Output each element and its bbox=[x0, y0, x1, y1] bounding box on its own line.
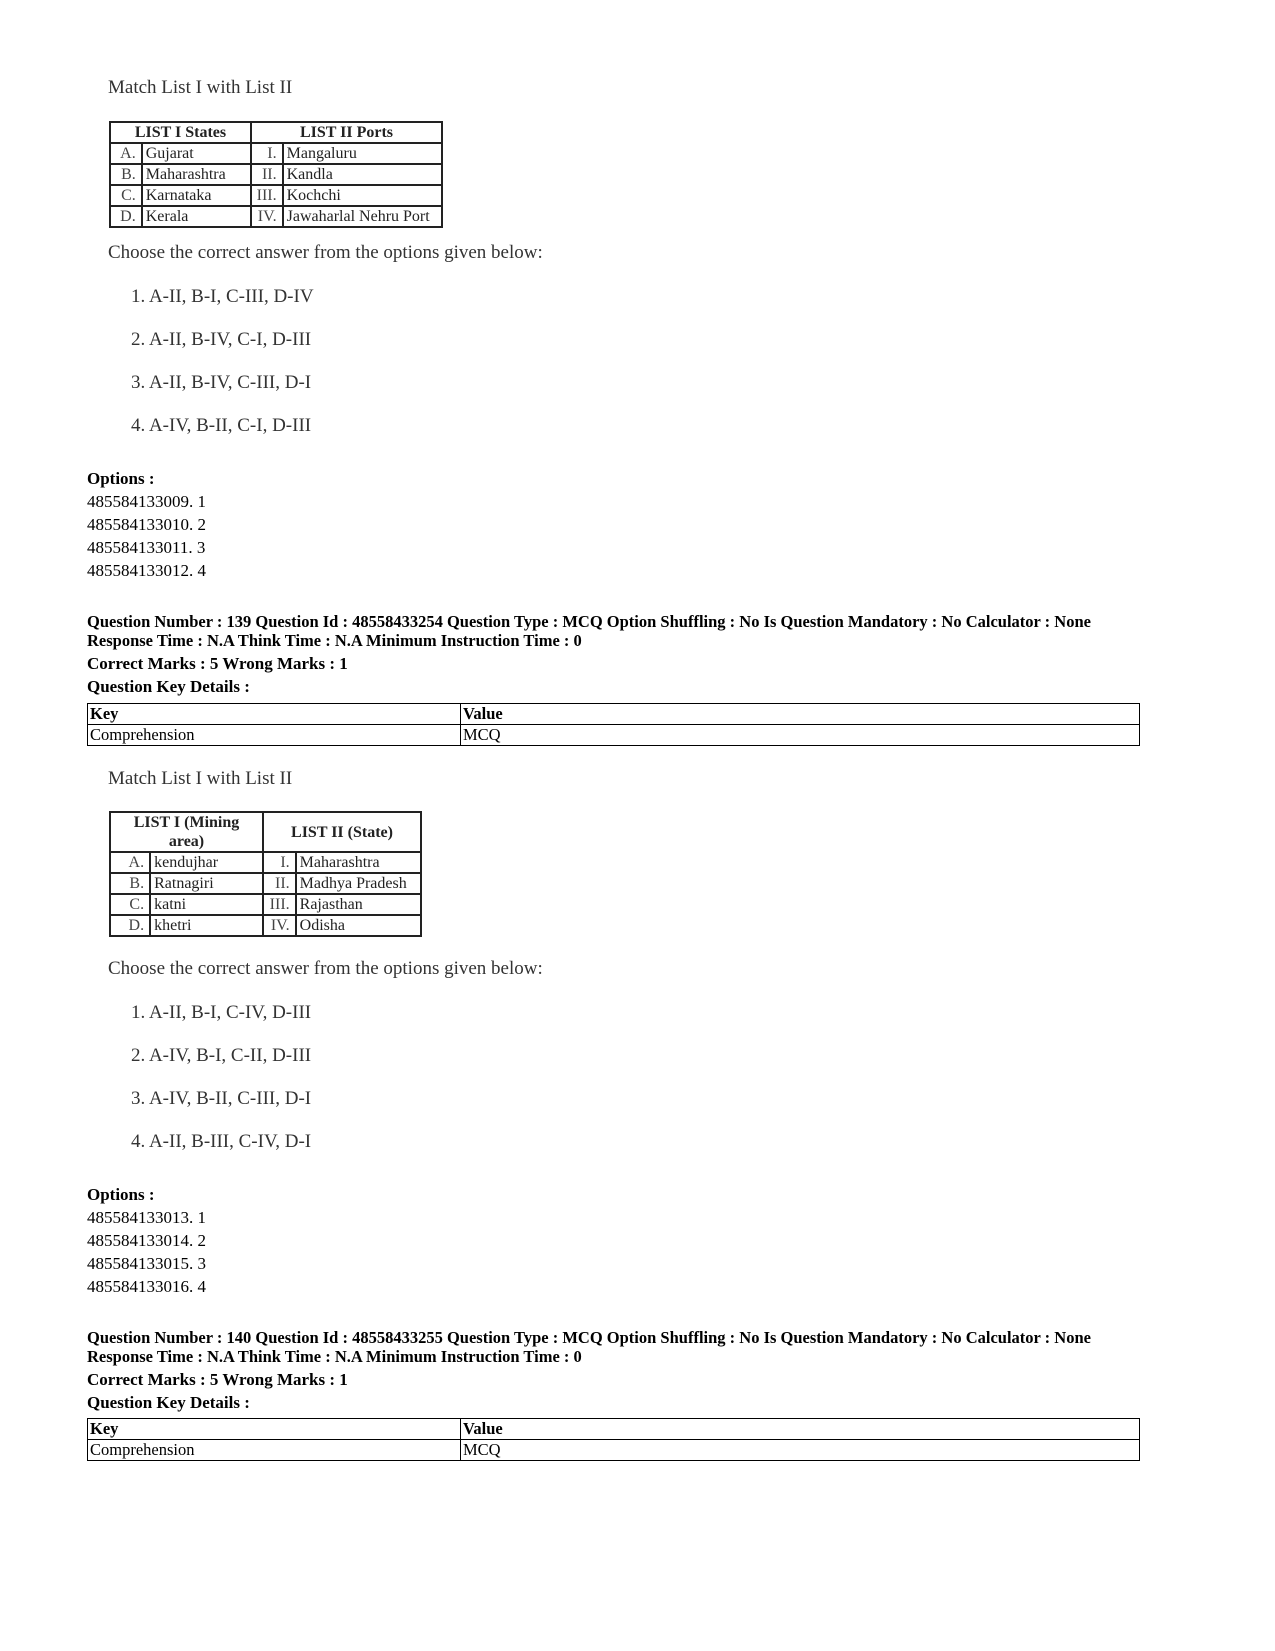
option-line: 485584133011. 3 bbox=[87, 538, 206, 557]
q140-key-table bbox=[87, 1418, 1140, 1461]
q139-choices bbox=[131, 1003, 311, 1175]
table-row: B. Ratnagiri II. Madhya Pradesh bbox=[110, 873, 421, 894]
option-line: 485584133010. 2 bbox=[87, 515, 206, 534]
table-row: Key Value bbox=[88, 704, 1140, 725]
q138-prompt: Choose the correct answer from the options given below: bbox=[108, 242, 543, 263]
list-item: 1. A-II, B-I, C-III, D-IV bbox=[131, 286, 314, 307]
table-row: B. Maharashtra II. Kandla bbox=[110, 164, 442, 185]
q139-prompt: Choose the correct answer from the options given below: bbox=[108, 958, 543, 979]
table-row: A. kendujhar I. Maharashtra bbox=[110, 852, 421, 873]
q139-list1-header: LIST I (Mining area) bbox=[110, 812, 263, 852]
list-item: 3. A-II, B-IV, C-III, D-I bbox=[131, 372, 312, 393]
list-item: 2. A-IV, B-I, C-II, D-III bbox=[131, 1045, 312, 1066]
q138-choices bbox=[131, 287, 314, 459]
key-details-label: Question Key Details : bbox=[87, 677, 250, 696]
q139-header bbox=[87, 612, 1091, 698]
question-meta: Question Number : 140 Question Id : 48558433255 Question Type : MCQ Option Shuffling : No Is Question Mandatory : No Calculator : None bbox=[87, 1328, 1091, 1347]
q138-heading: Match List I with List II bbox=[108, 77, 293, 98]
q140-header bbox=[87, 1328, 1091, 1414]
q138-list1-header: LIST I States bbox=[110, 122, 251, 143]
table-row: D. khetri IV. Odisha bbox=[110, 915, 421, 936]
question-timing: Response Time : N.A Think Time : N.A Minimum Instruction Time : 0 bbox=[87, 1347, 582, 1366]
q138-match-table bbox=[109, 121, 443, 228]
question-marks: Correct Marks : 5 Wrong Marks : 1 bbox=[87, 1370, 348, 1389]
question-meta: Question Number : 139 Question Id : 48558433254 Question Type : MCQ Option Shuffling : No Is Question Mandatory : No Calculator : None bbox=[87, 612, 1091, 631]
option-line: 485584133012. 4 bbox=[87, 561, 206, 580]
options-label: Options : bbox=[87, 1185, 155, 1204]
q139-heading: Match List I with List II bbox=[108, 768, 293, 789]
q138-list2-header: LIST II Ports bbox=[251, 122, 442, 143]
key-details-label: Question Key Details : bbox=[87, 1393, 250, 1412]
table-row: Comprehension MCQ bbox=[88, 725, 1140, 746]
question-marks: Correct Marks : 5 Wrong Marks : 1 bbox=[87, 654, 348, 673]
table-row: A. Gujarat I. Mangaluru bbox=[110, 143, 442, 164]
option-line: 485584133009. 1 bbox=[87, 492, 206, 511]
q139-match-table bbox=[109, 811, 422, 937]
table-row: C. katni III. Rajasthan bbox=[110, 894, 421, 915]
question-timing: Response Time : N.A Think Time : N.A Minimum Instruction Time : 0 bbox=[87, 631, 582, 650]
list-item: 2. A-II, B-IV, C-I, D-III bbox=[131, 329, 312, 350]
options-label: Options : bbox=[87, 469, 155, 488]
list-item: 1. A-II, B-I, C-IV, D-III bbox=[131, 1002, 312, 1023]
table-row: Comprehension MCQ bbox=[88, 1440, 1140, 1461]
q139-options bbox=[87, 1183, 206, 1298]
list-item: 3. A-IV, B-II, C-III, D-I bbox=[131, 1088, 312, 1109]
q139-key-table bbox=[87, 703, 1140, 746]
option-line: 485584133013. 1 bbox=[87, 1208, 206, 1227]
table-row: D. Kerala IV. Jawaharlal Nehru Port bbox=[110, 206, 442, 227]
q138-options bbox=[87, 467, 206, 582]
option-line: 485584133015. 3 bbox=[87, 1254, 206, 1273]
option-line: 485584133014. 2 bbox=[87, 1231, 206, 1250]
list-item: 4. A-IV, B-II, C-I, D-III bbox=[131, 415, 312, 436]
option-line: 485584133016. 4 bbox=[87, 1277, 206, 1296]
table-row: Key Value bbox=[88, 1419, 1140, 1440]
table-row: C. Karnataka III. Kochchi bbox=[110, 185, 442, 206]
list-item: 4. A-II, B-III, C-IV, D-I bbox=[131, 1131, 312, 1152]
q139-list2-header: LIST II (State) bbox=[263, 812, 421, 852]
